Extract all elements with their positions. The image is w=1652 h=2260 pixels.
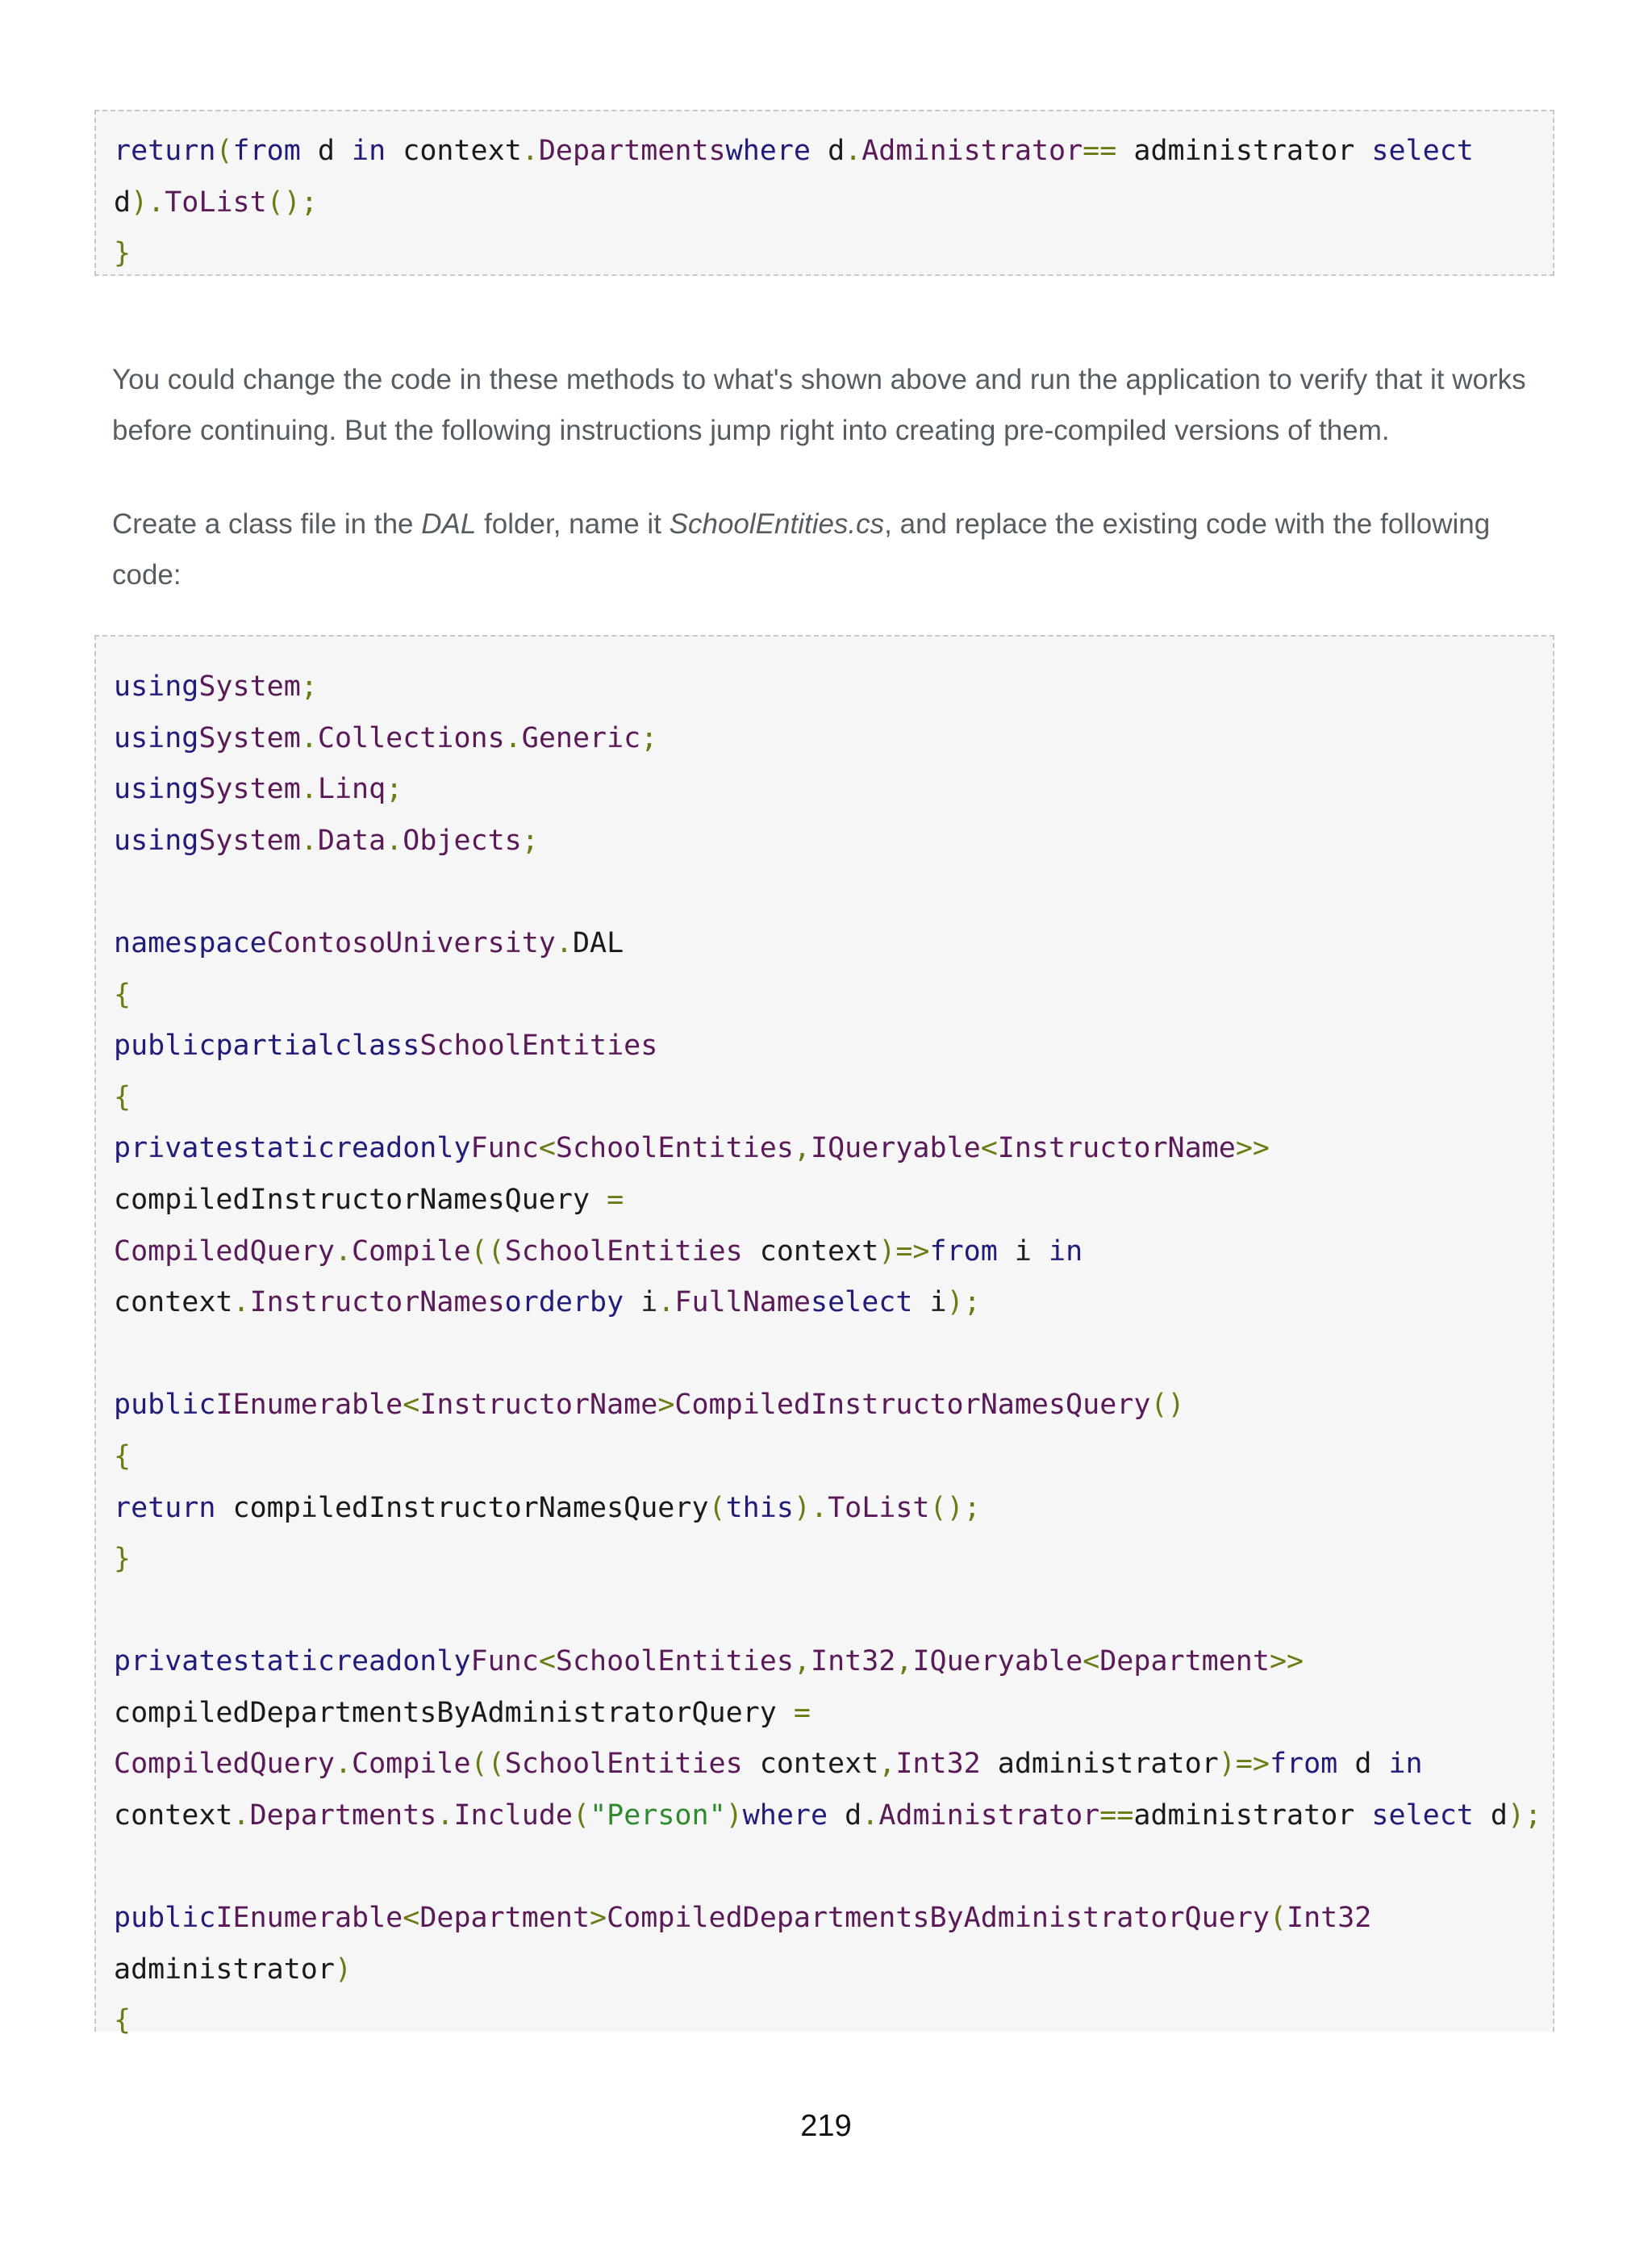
code-line (114, 1893, 1553, 1945)
code-token: . (300, 773, 318, 806)
code-token: ; (640, 721, 658, 754)
code-token: ContosoUniversity (266, 926, 556, 959)
code-token: ) (334, 1953, 353, 1986)
code-token: System (198, 824, 301, 857)
code-token: readonly (334, 1132, 471, 1165)
code-line (114, 1534, 1553, 1585)
code-token: using (114, 670, 199, 703)
code-token: > (590, 1902, 607, 1935)
code-token: ); (946, 1286, 981, 1319)
code-token: >> (1235, 1132, 1270, 1165)
code-line (114, 1995, 1553, 2047)
code-token: static (232, 1645, 335, 1678)
code-token: } (114, 237, 131, 270)
code-token: InstructorName (419, 1389, 658, 1422)
code-token: InstructorNames (249, 1286, 505, 1319)
code-token: CompiledQuery (114, 1234, 335, 1268)
code-token: context (114, 1799, 233, 1832)
code-token: = (607, 1183, 624, 1216)
code-token: SchoolEntities (555, 1645, 794, 1678)
code-line (114, 918, 1553, 970)
code-token: Department (1099, 1645, 1270, 1678)
code-line (114, 178, 1553, 229)
code-line (114, 764, 1553, 816)
code-token: . (232, 1286, 250, 1319)
code-line (114, 1842, 1553, 1894)
code-token: System (198, 721, 301, 754)
paragraph-intro (112, 354, 1548, 456)
code-token: . (386, 824, 403, 857)
code-line (114, 1739, 1553, 1790)
code-token: public (114, 1030, 216, 1063)
code-token: < (980, 1132, 998, 1165)
code-token: Data (317, 824, 386, 857)
code-token: (); (266, 186, 318, 219)
code-token: using (114, 824, 199, 857)
code-token: . (657, 1286, 675, 1319)
code-line (114, 1431, 1553, 1483)
code-token: d (300, 135, 353, 167)
code-token: )=> (1218, 1748, 1270, 1781)
code-token: () (1150, 1389, 1185, 1422)
code-token: using (114, 773, 199, 806)
code-token: > (657, 1389, 675, 1422)
code-token: return (114, 1491, 216, 1524)
code-token: Administrator (861, 135, 1083, 167)
code-token: Int32 (1287, 1902, 1372, 1935)
code-token: System (198, 773, 301, 806)
code-token: ( (215, 135, 233, 167)
code-token: >> (1269, 1645, 1304, 1678)
code-token: where (725, 135, 811, 167)
code-line (114, 1688, 1553, 1740)
code-line (114, 1636, 1553, 1688)
code-token: SchoolEntities (555, 1132, 794, 1165)
code-token: . (436, 1799, 454, 1832)
code-token: d (828, 1799, 862, 1832)
code-token: == (1099, 1799, 1134, 1832)
code-token: . (504, 721, 522, 754)
code-token: . (300, 824, 318, 857)
code-token: ( (572, 1799, 590, 1832)
code-token: . (861, 1799, 879, 1832)
code-token: Departments (249, 1799, 437, 1832)
code-token: context (742, 1748, 879, 1781)
code-token: . (232, 1799, 250, 1832)
code-token: from (929, 1234, 998, 1268)
code-token: ToList (828, 1491, 930, 1524)
code-line (114, 1277, 1553, 1329)
code-token: < (538, 1645, 556, 1678)
code-token: , (793, 1645, 811, 1678)
code-line (114, 1226, 1553, 1278)
code-token: IQueryable (912, 1645, 1083, 1678)
code-token: Compile (352, 1234, 471, 1268)
code-token: < (403, 1902, 420, 1935)
code-line (114, 228, 1553, 280)
code-token: administrator (980, 1748, 1219, 1781)
code-token: )=> (878, 1234, 930, 1268)
code-token: static (232, 1132, 335, 1165)
code-token: using (114, 721, 199, 754)
file-name: SchoolEntities.cs (669, 508, 885, 540)
code-token: Collections (317, 721, 505, 754)
code-token: . (334, 1748, 353, 1781)
code-line (114, 1945, 1553, 1996)
code-token: (( (470, 1234, 505, 1268)
code-token: context (114, 1286, 233, 1319)
code-token: namespace (114, 926, 267, 959)
code-token: from (232, 135, 301, 167)
code-token: Administrator (878, 1799, 1100, 1832)
code-token: , (878, 1748, 896, 1781)
code-token: Departments (538, 135, 726, 167)
code-token: . (555, 926, 573, 959)
code-token: CompiledDepartmentsByAdministratorQuery (607, 1902, 1270, 1935)
code-token: . (300, 721, 318, 754)
code-token: ToList (165, 186, 267, 219)
code-token: in (1388, 1748, 1423, 1781)
code-token: ; (300, 670, 318, 703)
code-token: ( (708, 1491, 726, 1524)
code-block-2 (94, 635, 1554, 2037)
code-token: System (198, 670, 301, 703)
code-token: ). (131, 186, 165, 219)
code-token: from (1269, 1748, 1338, 1781)
code-token: select (811, 1286, 913, 1319)
paragraph-instructions-part1: Create a class file in the (112, 508, 422, 540)
code-line (114, 816, 1553, 867)
code-token: compiledDepartmentsByAdministratorQuery (114, 1696, 794, 1729)
code-token: Func (470, 1132, 539, 1165)
code-token: public (114, 1389, 216, 1422)
code-token: ; (386, 773, 403, 806)
paragraph-instructions-part2: folder, name it (476, 508, 670, 540)
code-token: IEnumerable (215, 1902, 403, 1935)
code-token: d (811, 135, 845, 167)
code-token: select (1371, 1799, 1474, 1832)
code-line (114, 126, 1553, 178)
code-line (114, 1175, 1553, 1226)
code-token: class (334, 1030, 420, 1063)
code-token: { (114, 1439, 131, 1473)
code-token: private (114, 1132, 233, 1165)
code-token: d (114, 186, 131, 219)
code-token: context (742, 1234, 879, 1268)
folder-name: DAL (421, 508, 477, 540)
code-line (114, 1123, 1553, 1175)
page-number: 219 (800, 2109, 852, 2143)
code-token: ) (725, 1799, 743, 1832)
code-token: CompiledQuery (114, 1748, 335, 1781)
code-token: . (521, 135, 539, 167)
code-token: (); (929, 1491, 981, 1524)
code-token: orderby (504, 1286, 624, 1319)
code-token: . (334, 1234, 353, 1268)
code-token: Func (470, 1645, 539, 1678)
code-token: Linq (317, 773, 386, 806)
code-token: context (386, 135, 522, 167)
code-token: select (1371, 135, 1474, 167)
code-token: FullName (674, 1286, 811, 1319)
code-token: d (1337, 1748, 1389, 1781)
code-line (114, 867, 1553, 918)
code-line (114, 1329, 1553, 1381)
code-token: public (114, 1902, 216, 1935)
code-token: partial (215, 1030, 335, 1063)
code-token: == (1083, 135, 1117, 167)
code-token: Generic (521, 721, 641, 754)
code-token: SchoolEntities (504, 1748, 743, 1781)
code-token: where (742, 1799, 828, 1832)
code-token: Include (453, 1799, 573, 1832)
code-token: readonly (334, 1645, 471, 1678)
code-token: this (725, 1491, 794, 1524)
code-line (114, 713, 1553, 765)
code-token: } (114, 1543, 131, 1576)
code-token: ). (793, 1491, 828, 1524)
code-token: { (114, 1080, 131, 1113)
code-token: < (538, 1132, 556, 1165)
code-token: . (845, 135, 862, 167)
code-token: d (1473, 1799, 1508, 1832)
code-token: administrator (1116, 135, 1372, 167)
code-token: { (114, 2004, 131, 2037)
code-token: < (403, 1389, 420, 1422)
code-token: Compile (352, 1748, 471, 1781)
code-token: InstructorName (997, 1132, 1236, 1165)
code-token: administrator (114, 1953, 335, 1986)
code-token: SchoolEntities (419, 1030, 658, 1063)
code-token: Int32 (895, 1748, 981, 1781)
code-line (114, 1585, 1553, 1637)
paragraph-instructions-part3: , and replace the existing code with the following code: (112, 508, 1491, 591)
code-line (114, 662, 1553, 713)
code-line (114, 1483, 1553, 1535)
code-token: Objects (403, 824, 522, 857)
paragraph-intro-text: You could change the code in these methods to what's shown above and run the application to verify that it works before continuing. But the following instructions jump right into creating pre-compiled versions of them. (112, 364, 1526, 446)
code-token: administrator (1133, 1799, 1372, 1832)
code-line (114, 1072, 1553, 1124)
code-line (114, 970, 1553, 1021)
code-token: i (912, 1286, 947, 1319)
code-block-1 (94, 110, 1554, 276)
code-token: (( (470, 1748, 505, 1781)
code-token: compiledInstructorNamesQuery (215, 1491, 709, 1524)
code-token: Int32 (811, 1645, 896, 1678)
code-token: CompiledInstructorNamesQuery (674, 1389, 1151, 1422)
code-token: DAL (572, 926, 624, 959)
code-token: i (624, 1286, 658, 1319)
code-token: , (793, 1132, 811, 1165)
code-token: ; (521, 824, 539, 857)
code-token: ( (1269, 1902, 1287, 1935)
code-token: { (114, 978, 131, 1011)
code-token: IEnumerable (215, 1389, 403, 1422)
code-token: "Person" (590, 1799, 726, 1832)
code-token: compiledInstructorNamesQuery (114, 1183, 607, 1216)
code-token: private (114, 1645, 233, 1678)
code-token: = (793, 1696, 811, 1729)
code-token: in (352, 135, 386, 167)
code-token: IQueryable (811, 1132, 981, 1165)
code-token: in (1049, 1234, 1083, 1268)
code-line (114, 1790, 1553, 1842)
code-token: SchoolEntities (504, 1234, 743, 1268)
code-line (114, 1380, 1553, 1431)
code-token: i (997, 1234, 1049, 1268)
paragraph-instructions (112, 499, 1548, 600)
code-token: < (1083, 1645, 1100, 1678)
code-token: , (895, 1645, 913, 1678)
code-token: return (114, 135, 216, 167)
code-token: ); (1508, 1799, 1542, 1832)
code-token: Department (419, 1902, 590, 1935)
code-line (114, 1021, 1553, 1072)
